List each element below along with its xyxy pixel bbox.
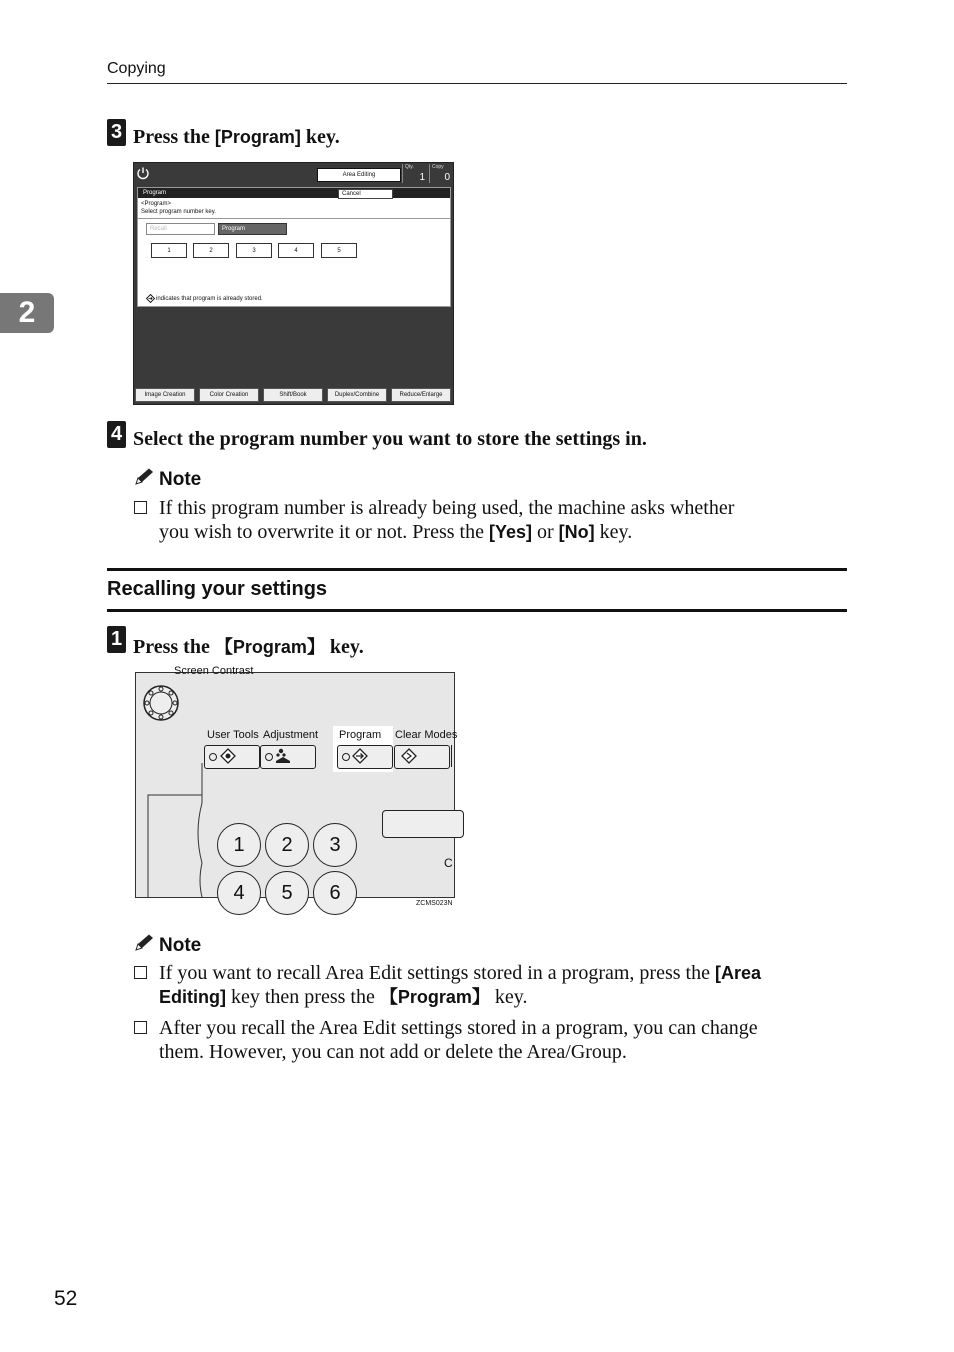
note-2-item-1 bbox=[159, 961, 849, 1009]
program-led bbox=[342, 753, 350, 761]
qty-label: Qty. bbox=[405, 164, 414, 170]
screen-contrast-label: Screen Contrast bbox=[174, 665, 254, 677]
no-key-label: [No] bbox=[558, 522, 595, 542]
number-key-5[interactable]: 5 bbox=[265, 871, 309, 915]
program-key-label-3: 【Program】 bbox=[379, 987, 490, 1007]
adjustment-icon bbox=[274, 748, 292, 764]
number-key-4[interactable]: 4 bbox=[217, 871, 261, 915]
note-1-line-1: If this program number is already being used, the machine asks whether bbox=[159, 497, 735, 519]
step-1-before: Press the bbox=[133, 636, 215, 658]
side-letter: C bbox=[444, 856, 453, 870]
note-2-item-1-end: key. bbox=[489, 986, 528, 1008]
pencil-icon bbox=[133, 467, 155, 487]
figure-code: ZCMS023N bbox=[416, 900, 453, 907]
dialog-title-bar bbox=[138, 188, 450, 198]
panel-contour-lines bbox=[136, 763, 216, 897]
section-rule-top bbox=[107, 568, 847, 571]
note-1-line-2-after: key. bbox=[594, 521, 633, 543]
chapter-tab: 2 bbox=[0, 293, 54, 333]
note-1-line-2-before: you wish to overwrite it or not. Press the bbox=[159, 521, 489, 543]
step-3-before: Press the bbox=[133, 126, 215, 148]
header-rule bbox=[107, 83, 847, 84]
user-tools-label: User Tools bbox=[207, 729, 259, 741]
clear-modes-icon bbox=[401, 748, 417, 764]
step-3-text bbox=[133, 126, 340, 149]
step-marker-3: 3 bbox=[107, 119, 126, 146]
next-button-edge bbox=[451, 745, 455, 767]
display-slot bbox=[382, 810, 464, 838]
program-key-label-2: 【Program】 bbox=[214, 637, 325, 657]
step-marker-1: 1 bbox=[107, 626, 126, 653]
note-1-item bbox=[159, 496, 849, 544]
stored-note: indicates that program is already stored. bbox=[156, 296, 263, 302]
note-2-bullet-box-2 bbox=[134, 1021, 147, 1034]
user-tools-icon bbox=[220, 748, 236, 764]
program-number-key-5[interactable]: 5 bbox=[321, 243, 357, 258]
program-number-key-3[interactable]: 3 bbox=[236, 243, 272, 258]
program-label: Program bbox=[339, 729, 382, 741]
program-mode-button[interactable]: Program bbox=[218, 223, 287, 235]
note-1-or: or bbox=[532, 521, 559, 543]
section-title: Recalling your settings bbox=[107, 578, 328, 600]
duplex-combine-key[interactable]: Duplex/Combine bbox=[327, 388, 387, 402]
copy-counter bbox=[429, 164, 452, 183]
program-key-label: [Program] bbox=[214, 127, 301, 147]
contrast-dial-icon[interactable] bbox=[141, 683, 181, 723]
qty-value: 1 bbox=[419, 172, 425, 183]
step-1-text bbox=[133, 633, 364, 659]
clear-modes-label: Clear Modes bbox=[395, 729, 458, 741]
note-2-item-2-line-2: them. However, you can not add or delete the Area/Group. bbox=[159, 1041, 627, 1063]
cancel-button[interactable]: Cancel bbox=[338, 189, 393, 199]
user-tools-led bbox=[209, 753, 217, 761]
shift-book-key[interactable]: Shift/Book bbox=[263, 388, 323, 402]
adjustment-led bbox=[265, 753, 273, 761]
page-number: 52 bbox=[54, 1287, 78, 1310]
power-icon bbox=[136, 166, 150, 180]
dialog-title: Program bbox=[143, 190, 167, 196]
program-screen-figure bbox=[133, 162, 454, 405]
note-2-item-1-mid: key then press the bbox=[225, 986, 380, 1008]
copy-label: Copy bbox=[432, 164, 444, 170]
note-2-item-2-line-1: After you recall the Area Edit settings stored in a program, you can change bbox=[159, 1017, 758, 1039]
note-title-1: Note bbox=[159, 469, 202, 490]
step-3-after: key. bbox=[300, 126, 340, 148]
note-title-2: Note bbox=[159, 935, 202, 956]
recall-button[interactable]: Recall bbox=[146, 223, 215, 235]
area-editing-key-label-b: Editing] bbox=[159, 987, 226, 1007]
area-editing-tab[interactable]: Area Editing bbox=[317, 168, 401, 182]
note-2-item-2 bbox=[159, 1016, 849, 1064]
program-number-key-4[interactable]: 4 bbox=[278, 243, 314, 258]
note-2-item-1-before: If you want to recall Area Edit settings stored in a program, press the bbox=[159, 962, 715, 984]
number-key-3[interactable]: 3 bbox=[313, 823, 357, 867]
dialog-divider bbox=[138, 218, 450, 219]
number-key-2[interactable]: 2 bbox=[265, 823, 309, 867]
note-2-item-1-line-1 bbox=[159, 961, 849, 985]
section-rule-bottom bbox=[107, 609, 847, 612]
program-dialog bbox=[137, 187, 451, 307]
stored-program-icon bbox=[146, 294, 155, 303]
yes-key-label: [Yes] bbox=[488, 522, 532, 542]
number-key-1[interactable]: 1 bbox=[217, 823, 261, 867]
number-key-6[interactable]: 6 bbox=[313, 871, 357, 915]
program-number-key-2[interactable]: 2 bbox=[193, 243, 229, 258]
program-number-key-1[interactable]: 1 bbox=[151, 243, 187, 258]
note-2-bullet-box-1 bbox=[134, 966, 147, 979]
color-creation-key[interactable]: Color Creation bbox=[199, 388, 259, 402]
program-icon bbox=[352, 748, 370, 764]
step-marker-4: 4 bbox=[107, 421, 126, 448]
note-1-bullet-box bbox=[134, 501, 147, 514]
running-header: Copying bbox=[107, 60, 166, 77]
note-2-item-1-line-2 bbox=[159, 985, 849, 1009]
image-creation-key[interactable]: Image Creation bbox=[135, 388, 195, 402]
adjustment-label: Adjustment bbox=[263, 729, 319, 741]
area-editing-key-label-a: [Area bbox=[714, 963, 761, 983]
qty-counter bbox=[402, 164, 427, 183]
step-4-text: Select the program number you want to store the settings in. bbox=[133, 428, 647, 450]
pencil-icon-2 bbox=[133, 933, 155, 953]
dialog-instruction: Select program number key. bbox=[141, 209, 216, 215]
reduce-enlarge-key[interactable]: Reduce/Enlarge bbox=[391, 388, 451, 402]
note-1-line-2 bbox=[159, 520, 849, 544]
step-1-after: key. bbox=[324, 636, 364, 658]
copy-value: 0 bbox=[444, 172, 450, 183]
dialog-heading: <Program> bbox=[141, 201, 172, 207]
